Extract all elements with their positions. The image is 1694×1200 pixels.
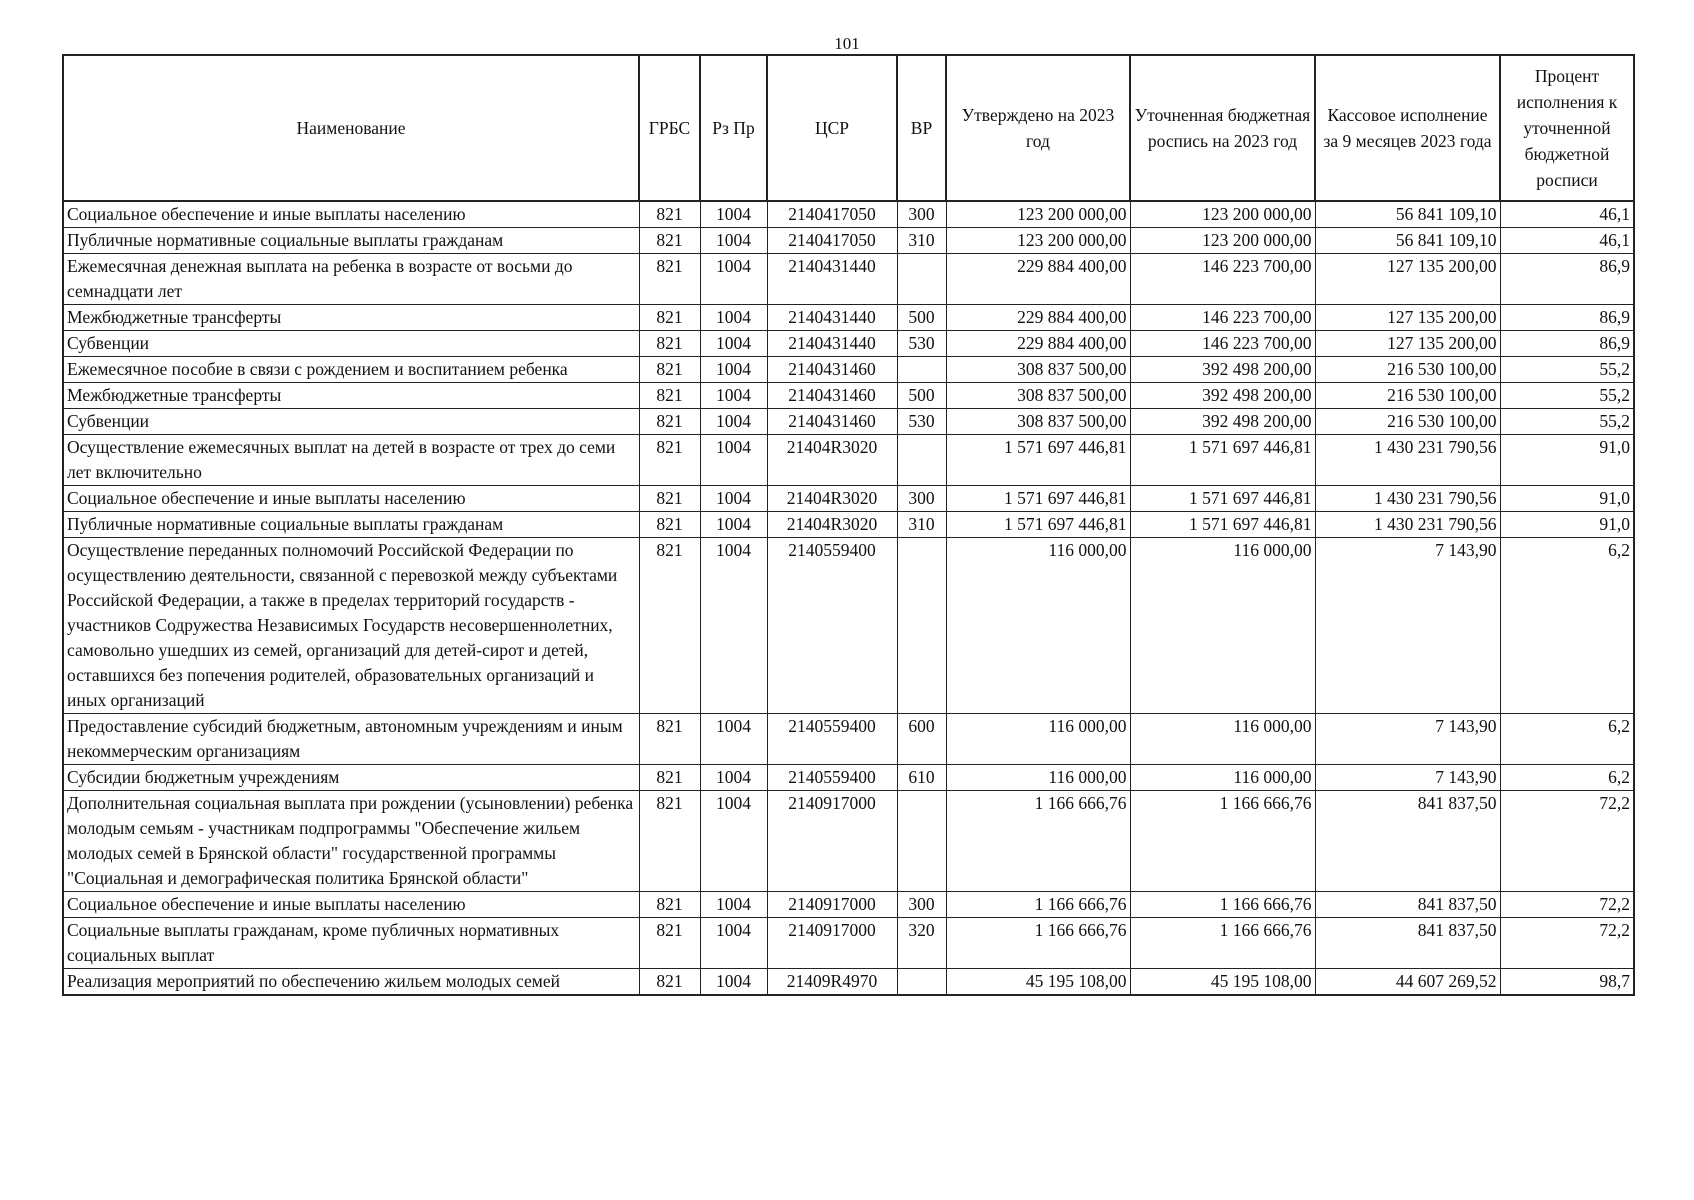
cell-csr: 21404R3020	[767, 512, 897, 538]
budget-table	[62, 54, 1635, 996]
cell-refined: 116 000,00	[1130, 714, 1315, 765]
cell-approved: 308 837 500,00	[946, 409, 1130, 435]
cell-cash: 56 841 109,10	[1315, 201, 1500, 228]
cell-vr: 530	[897, 331, 946, 357]
table-row	[63, 331, 1634, 357]
table-row	[63, 305, 1634, 331]
cell-rzpr: 1004	[700, 254, 767, 305]
cell-rzpr: 1004	[700, 357, 767, 383]
cell-approved: 1 166 666,76	[946, 892, 1130, 918]
cell-csr: 2140559400	[767, 765, 897, 791]
cell-refined: 1 166 666,76	[1130, 918, 1315, 969]
cell-percent: 46,1	[1500, 201, 1634, 228]
cell-csr: 2140917000	[767, 791, 897, 892]
cell-rzpr: 1004	[700, 201, 767, 228]
cell-rzpr: 1004	[700, 435, 767, 486]
table-row	[63, 486, 1634, 512]
cell-rzpr: 1004	[700, 765, 767, 791]
cell-vr	[897, 357, 946, 383]
cell-percent: 86,9	[1500, 305, 1634, 331]
cell-csr: 2140559400	[767, 538, 897, 714]
cell-refined: 116 000,00	[1130, 538, 1315, 714]
cell-refined: 116 000,00	[1130, 765, 1315, 791]
cell-approved: 45 195 108,00	[946, 969, 1130, 996]
cell-csr: 2140431440	[767, 254, 897, 305]
header-rzpr: Рз Пр	[700, 55, 767, 201]
cell-csr: 2140431440	[767, 305, 897, 331]
cell-approved: 116 000,00	[946, 714, 1130, 765]
cell-rzpr: 1004	[700, 969, 767, 996]
cell-rzpr: 1004	[700, 305, 767, 331]
cell-rzpr: 1004	[700, 791, 767, 892]
cell-cash: 44 607 269,52	[1315, 969, 1500, 996]
cell-cash: 7 143,90	[1315, 538, 1500, 714]
cell-percent: 55,2	[1500, 409, 1634, 435]
cell-vr	[897, 538, 946, 714]
cell-csr: 2140431460	[767, 357, 897, 383]
cell-grbs: 821	[639, 409, 700, 435]
table-row	[63, 791, 1634, 892]
cell-vr	[897, 791, 946, 892]
cell-grbs: 821	[639, 791, 700, 892]
cell-cash: 841 837,50	[1315, 791, 1500, 892]
cell-rzpr: 1004	[700, 409, 767, 435]
cell-rzpr: 1004	[700, 714, 767, 765]
cell-grbs: 821	[639, 765, 700, 791]
header-refined: Уточненная бюджетная роспись на 2023 год	[1130, 55, 1315, 201]
cell-csr: 2140431460	[767, 383, 897, 409]
cell-rzpr: 1004	[700, 512, 767, 538]
cell-cash: 127 135 200,00	[1315, 305, 1500, 331]
cell-name: Ежемесячное пособие в связи с рождением и воспитанием ребенка	[63, 357, 639, 383]
cell-csr: 2140417050	[767, 201, 897, 228]
cell-rzpr: 1004	[700, 331, 767, 357]
table-row	[63, 228, 1634, 254]
table-body	[63, 201, 1634, 995]
cell-csr: 2140417050	[767, 228, 897, 254]
table-row	[63, 435, 1634, 486]
cell-refined: 392 498 200,00	[1130, 383, 1315, 409]
cell-name: Осуществление ежемесячных выплат на детей в возрасте от трех до семи лет включительно	[63, 435, 639, 486]
cell-name: Субвенции	[63, 409, 639, 435]
cell-rzpr: 1004	[700, 918, 767, 969]
table-row	[63, 512, 1634, 538]
cell-rzpr: 1004	[700, 538, 767, 714]
cell-vr: 300	[897, 201, 946, 228]
cell-cash: 7 143,90	[1315, 765, 1500, 791]
cell-refined: 45 195 108,00	[1130, 969, 1315, 996]
cell-name: Предоставление субсидий бюджетным, автономным учреждениям и иным некоммерческим организациям	[63, 714, 639, 765]
cell-name: Дополнительная социальная выплата при рождении (усыновлении) ребенка молодым семьям - участникам подпрограммы "Обеспечение жильем молодых семей в Брянской области" государственной программы "Социальная и демографическая политика Брянской области"	[63, 791, 639, 892]
cell-percent: 98,7	[1500, 969, 1634, 996]
cell-grbs: 821	[639, 435, 700, 486]
cell-approved: 123 200 000,00	[946, 201, 1130, 228]
cell-name: Социальные выплаты гражданам, кроме публичных нормативных социальных выплат	[63, 918, 639, 969]
cell-refined: 146 223 700,00	[1130, 331, 1315, 357]
cell-refined: 1 166 666,76	[1130, 791, 1315, 892]
table-row	[63, 714, 1634, 765]
cell-refined: 1 166 666,76	[1130, 892, 1315, 918]
cell-percent: 55,2	[1500, 357, 1634, 383]
cell-percent: 6,2	[1500, 765, 1634, 791]
cell-cash: 1 430 231 790,56	[1315, 435, 1500, 486]
cell-percent: 46,1	[1500, 228, 1634, 254]
cell-approved: 229 884 400,00	[946, 331, 1130, 357]
cell-csr: 2140431460	[767, 409, 897, 435]
cell-refined: 392 498 200,00	[1130, 409, 1315, 435]
cell-cash: 216 530 100,00	[1315, 383, 1500, 409]
cell-approved: 116 000,00	[946, 765, 1130, 791]
header-vr: ВР	[897, 55, 946, 201]
cell-grbs: 821	[639, 383, 700, 409]
cell-cash: 1 430 231 790,56	[1315, 486, 1500, 512]
cell-csr: 2140559400	[767, 714, 897, 765]
cell-vr: 300	[897, 892, 946, 918]
cell-approved: 1 571 697 446,81	[946, 435, 1130, 486]
cell-percent: 72,2	[1500, 791, 1634, 892]
cell-vr	[897, 969, 946, 996]
cell-grbs: 821	[639, 969, 700, 996]
cell-name: Субвенции	[63, 331, 639, 357]
cell-cash: 841 837,50	[1315, 918, 1500, 969]
cell-grbs: 821	[639, 512, 700, 538]
header-row	[63, 55, 1634, 201]
cell-rzpr: 1004	[700, 486, 767, 512]
cell-percent: 86,9	[1500, 331, 1634, 357]
cell-approved: 308 837 500,00	[946, 383, 1130, 409]
cell-percent: 86,9	[1500, 254, 1634, 305]
cell-approved: 1 166 666,76	[946, 918, 1130, 969]
cell-percent: 72,2	[1500, 918, 1634, 969]
cell-rzpr: 1004	[700, 892, 767, 918]
table-row	[63, 892, 1634, 918]
cell-csr: 21404R3020	[767, 486, 897, 512]
cell-percent: 91,0	[1500, 435, 1634, 486]
cell-approved: 123 200 000,00	[946, 228, 1130, 254]
cell-cash: 127 135 200,00	[1315, 331, 1500, 357]
cell-approved: 1 571 697 446,81	[946, 512, 1130, 538]
cell-approved: 308 837 500,00	[946, 357, 1130, 383]
cell-vr: 320	[897, 918, 946, 969]
table-row	[63, 383, 1634, 409]
cell-name: Публичные нормативные социальные выплаты гражданам	[63, 228, 639, 254]
table-row	[63, 409, 1634, 435]
cell-vr: 530	[897, 409, 946, 435]
cell-refined: 146 223 700,00	[1130, 305, 1315, 331]
cell-grbs: 821	[639, 331, 700, 357]
cell-cash: 7 143,90	[1315, 714, 1500, 765]
cell-vr: 310	[897, 228, 946, 254]
cell-approved: 229 884 400,00	[946, 305, 1130, 331]
cell-name: Социальное обеспечение и иные выплаты населению	[63, 892, 639, 918]
cell-grbs: 821	[639, 228, 700, 254]
header-percent: Процент исполнения к уточненной бюджетной росписи	[1500, 55, 1634, 201]
cell-refined: 1 571 697 446,81	[1130, 435, 1315, 486]
cell-grbs: 821	[639, 357, 700, 383]
cell-rzpr: 1004	[700, 228, 767, 254]
cell-name: Социальное обеспечение и иные выплаты населению	[63, 486, 639, 512]
cell-approved: 1 571 697 446,81	[946, 486, 1130, 512]
cell-name: Социальное обеспечение и иные выплаты населению	[63, 201, 639, 228]
cell-grbs: 821	[639, 201, 700, 228]
cell-vr: 310	[897, 512, 946, 538]
header-name: Наименование	[63, 55, 639, 201]
cell-cash: 127 135 200,00	[1315, 254, 1500, 305]
header-csr: ЦСР	[767, 55, 897, 201]
cell-refined: 123 200 000,00	[1130, 201, 1315, 228]
cell-vr: 610	[897, 765, 946, 791]
cell-vr	[897, 254, 946, 305]
cell-percent: 72,2	[1500, 892, 1634, 918]
table-row	[63, 254, 1634, 305]
cell-name: Ежемесячная денежная выплата на ребенка в возрасте от восьми до семнадцати лет	[63, 254, 639, 305]
cell-refined: 146 223 700,00	[1130, 254, 1315, 305]
cell-cash: 216 530 100,00	[1315, 409, 1500, 435]
cell-name: Межбюджетные трансферты	[63, 383, 639, 409]
cell-refined: 1 571 697 446,81	[1130, 486, 1315, 512]
cell-grbs: 821	[639, 892, 700, 918]
table-row	[63, 969, 1634, 996]
cell-refined: 392 498 200,00	[1130, 357, 1315, 383]
cell-grbs: 821	[639, 538, 700, 714]
table-row	[63, 201, 1634, 228]
cell-csr: 2140917000	[767, 918, 897, 969]
cell-grbs: 821	[639, 486, 700, 512]
cell-percent: 6,2	[1500, 714, 1634, 765]
cell-cash: 841 837,50	[1315, 892, 1500, 918]
cell-cash: 216 530 100,00	[1315, 357, 1500, 383]
cell-vr: 600	[897, 714, 946, 765]
cell-csr: 2140431440	[767, 331, 897, 357]
cell-csr: 21404R3020	[767, 435, 897, 486]
cell-percent: 55,2	[1500, 383, 1634, 409]
cell-vr: 500	[897, 383, 946, 409]
cell-grbs: 821	[639, 305, 700, 331]
cell-grbs: 821	[639, 714, 700, 765]
cell-approved: 116 000,00	[946, 538, 1130, 714]
table-row	[63, 357, 1634, 383]
cell-grbs: 821	[639, 254, 700, 305]
cell-grbs: 821	[639, 918, 700, 969]
cell-refined: 1 571 697 446,81	[1130, 512, 1315, 538]
header-grbs: ГРБС	[639, 55, 700, 201]
table-row	[63, 918, 1634, 969]
cell-vr: 300	[897, 486, 946, 512]
cell-rzpr: 1004	[700, 383, 767, 409]
cell-percent: 91,0	[1500, 512, 1634, 538]
header-approved: Утверждено на 2023 год	[946, 55, 1130, 201]
cell-name: Субсидии бюджетным учреждениям	[63, 765, 639, 791]
cell-vr	[897, 435, 946, 486]
cell-percent: 91,0	[1500, 486, 1634, 512]
header-cash: Кассовое исполнение за 9 месяцев 2023 года	[1315, 55, 1500, 201]
table-row	[63, 538, 1634, 714]
cell-approved: 229 884 400,00	[946, 254, 1130, 305]
cell-name: Межбюджетные трансферты	[63, 305, 639, 331]
cell-name: Публичные нормативные социальные выплаты гражданам	[63, 512, 639, 538]
cell-csr: 2140917000	[767, 892, 897, 918]
cell-cash: 1 430 231 790,56	[1315, 512, 1500, 538]
cell-refined: 123 200 000,00	[1130, 228, 1315, 254]
cell-name: Осуществление переданных полномочий Российской Федерации по осуществлению деятельности, связанной с перевозкой между субъектами Российской Федерации, а также в пределах территорий государств - участников Содружества Независимых Государств несовершеннолетних, самовольно ушедших из семей, организаций для детей-сирот и детей, оставшихся без попечения родителей, образовательных организаций и иных организаций	[63, 538, 639, 714]
cell-name: Реализация мероприятий по обеспечению жильем молодых семей	[63, 969, 639, 996]
cell-cash: 56 841 109,10	[1315, 228, 1500, 254]
table-row	[63, 765, 1634, 791]
page-number: 101	[834, 34, 860, 53]
cell-percent: 6,2	[1500, 538, 1634, 714]
cell-vr: 500	[897, 305, 946, 331]
cell-approved: 1 166 666,76	[946, 791, 1130, 892]
cell-csr: 21409R4970	[767, 969, 897, 996]
